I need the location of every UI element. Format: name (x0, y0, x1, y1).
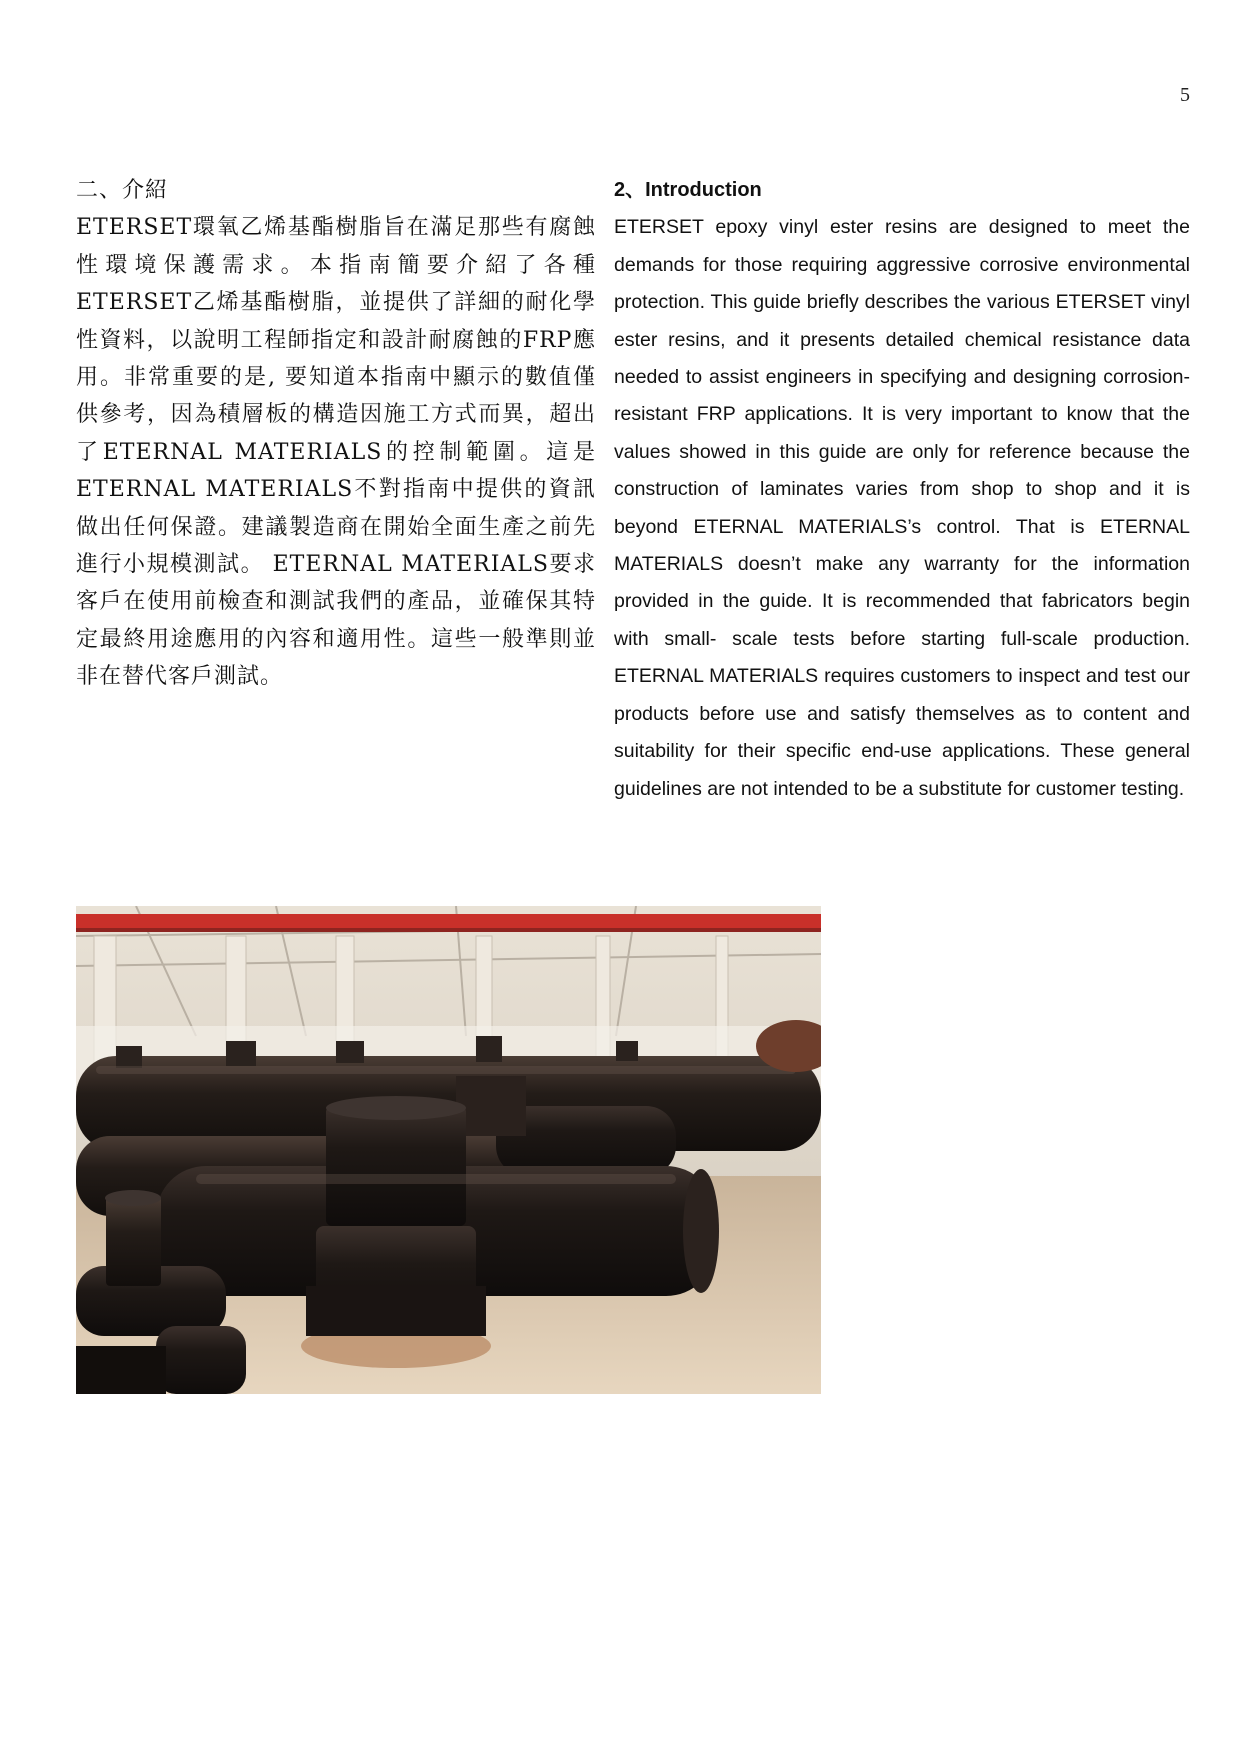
chinese-body-text: ETERSET環氧乙烯基酯樹脂旨在滿足那些有腐蝕性環境保護需求。本指南簡要介紹了各種ETERSET乙烯基酯樹脂，並提供了詳細的耐化學性資料，以說明工程師指定和設計耐腐蝕的FRP應用。非常重要的是, 要知道本指南中顯示的數值僅供參考，因為積層板的構造因施工方式而異，超出了ETERNAL MATERIALS的控制範圍。這是ETERNAL MATERIALS不對指南中提供的資訊做出任何保證。建議製造商在開始全面生產之前先進行小規模測試。 ETERNAL MATERIALS要求客戶在使用前檢查和測試我們的產品，並確保其特定最終用途應用的內容和適用性。這些一般準則並非在替代客戶測試。 (76, 215, 596, 690)
english-section-heading: 2、Introduction (614, 179, 762, 201)
page-number: 5 (1180, 84, 1190, 106)
frp-pipe-fittings-photo-icon (76, 906, 821, 1394)
chinese-section-heading: 二、介紹 (76, 178, 169, 203)
english-body-text: ETERSET epoxy vinyl ester resins are designed to meet the demands for those requiring aggressive corrosive environmental protection. This guide briefly describes the various ETERSET vinyl ester resins, and it presents detailed chemical resistance data needed to assist engineers in specifying and designing corrosion-resistant FRP applications. It is very important to know that the values showed in this guide are only for reference because the construction of laminates varies from shop to shop and it is beyond ETERNAL MATERIALS’s control. That is ETERNAL MATERIALS doesn’t make any warranty for the information provided in the guide. It is recommended that fabricators begin with small- scale tests before starting full-scale production. ETERNAL MATERIALS requires customers to inspect and test our products before use and satisfy themselves as to content and suitability for their specific end-use applications. These general guidelines are not intended to be a substitute for customer testing. (614, 216, 1190, 800)
chinese-column (76, 172, 596, 696)
factory-pipes-photo (76, 906, 821, 1394)
english-column (614, 172, 1190, 808)
